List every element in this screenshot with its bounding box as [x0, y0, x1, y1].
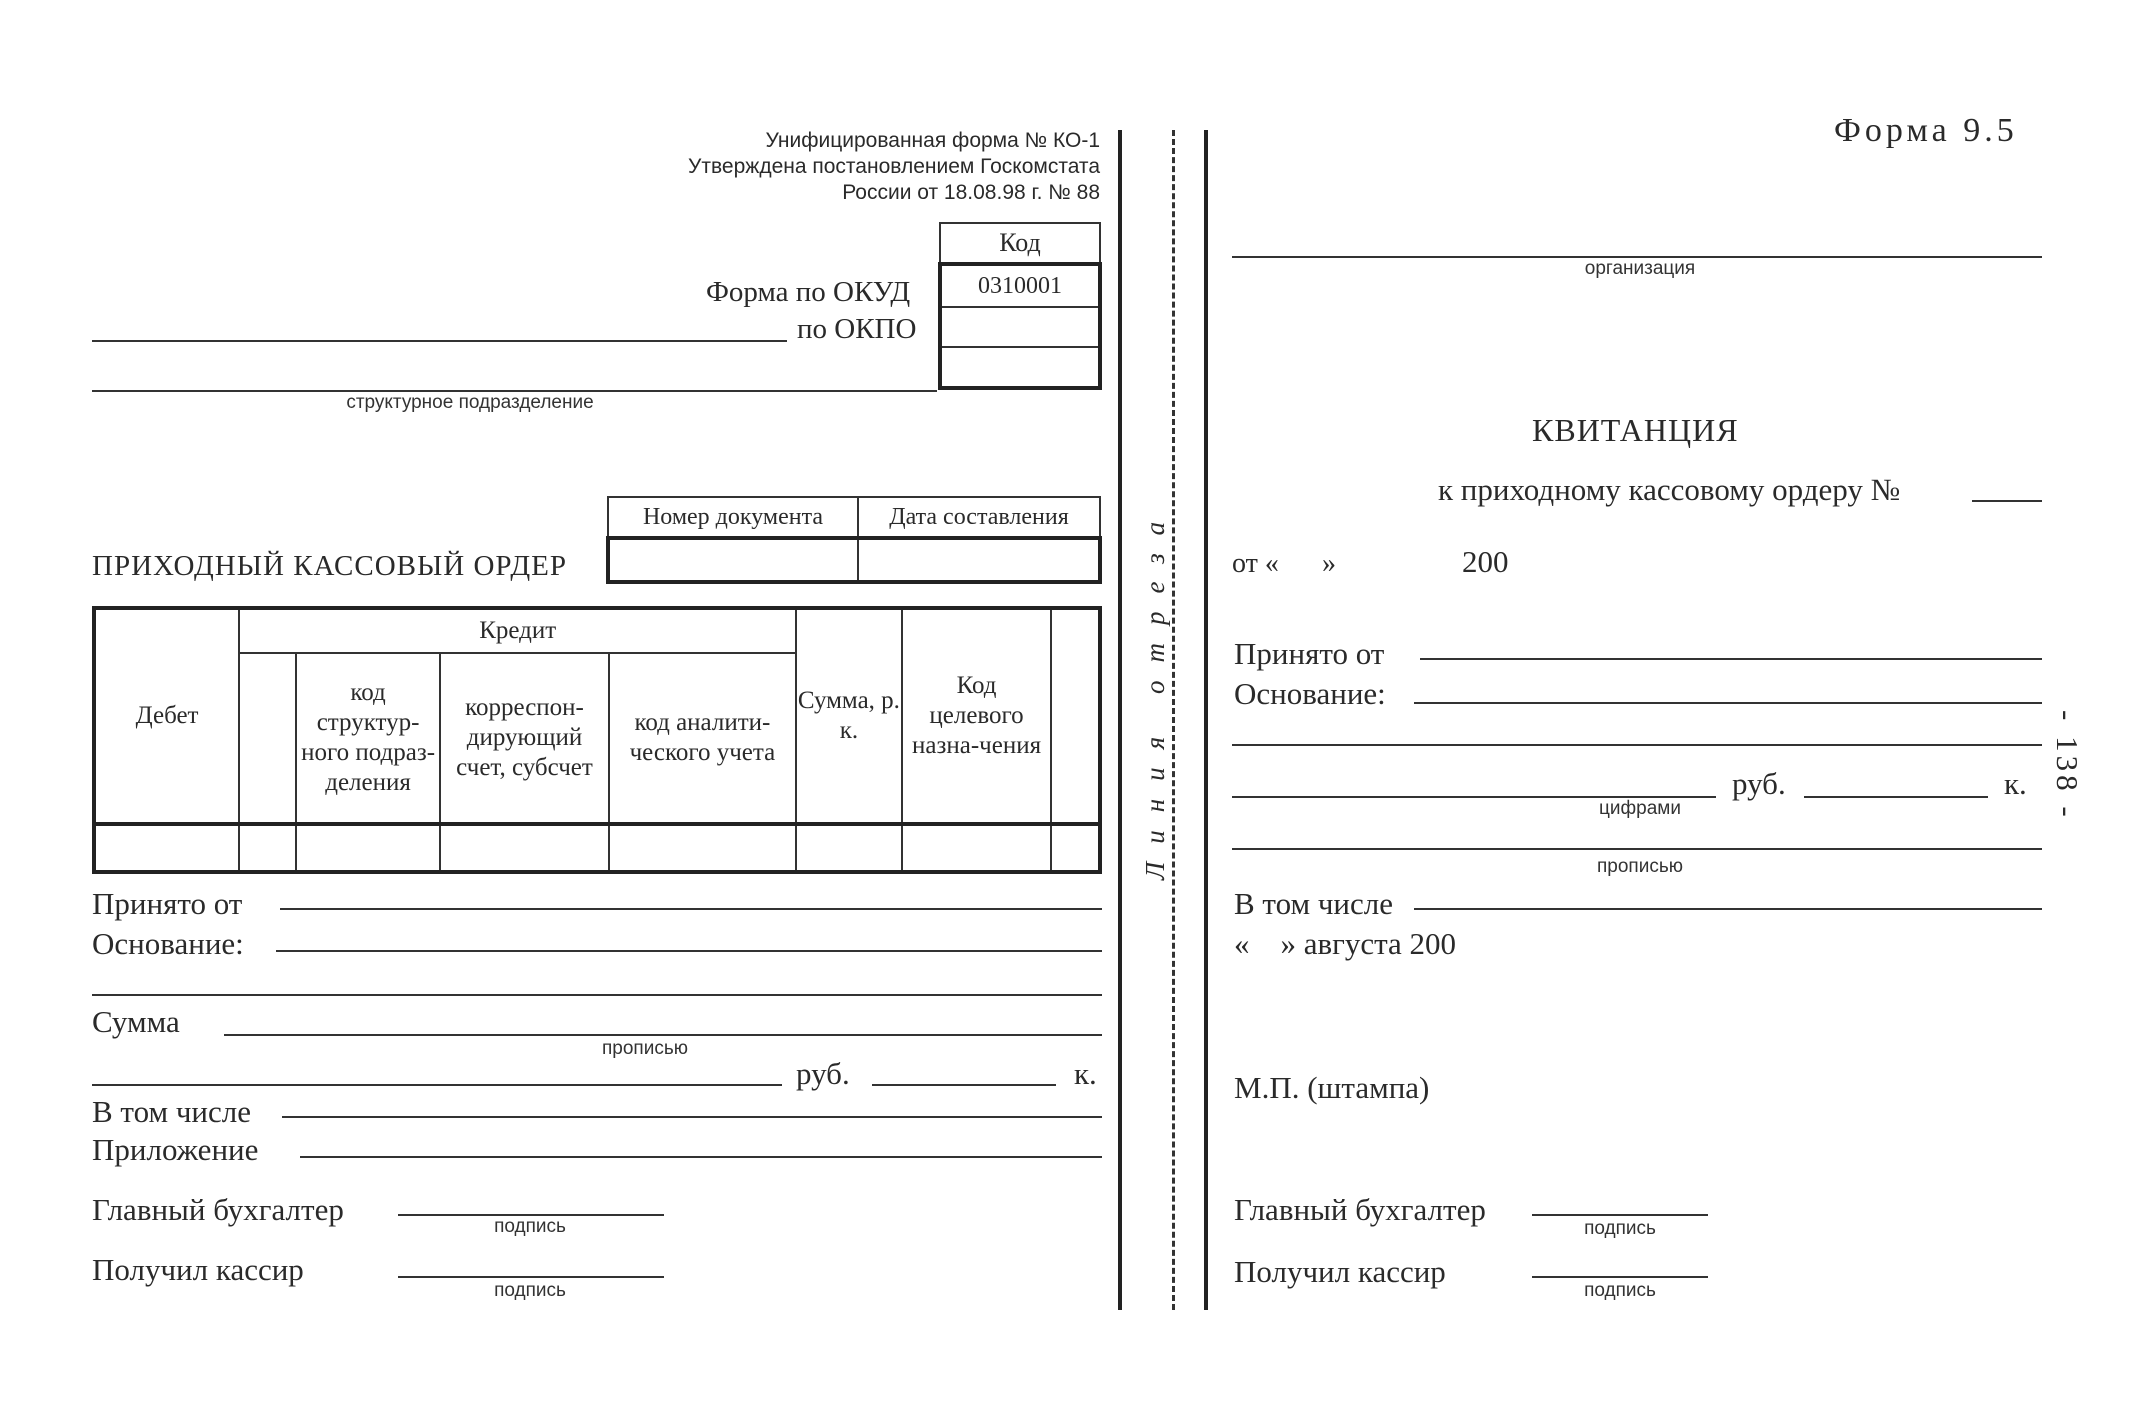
basis-field-2[interactable]: [92, 994, 1102, 996]
receipt-kop-field[interactable]: [1804, 796, 1988, 798]
order-right-border: [1118, 130, 1122, 1310]
doc-number-header: Номер документа: [608, 497, 858, 538]
receipt-kop-label: к.: [2004, 766, 2027, 801]
accounting-table: [92, 606, 1102, 874]
receipt-title: КВИТАНЦИЯ: [1532, 412, 1739, 448]
attachment-label: Приложение: [92, 1132, 259, 1167]
receipt-date-quote: »: [1322, 548, 1336, 579]
sum-header: Сумма, р. к.: [796, 608, 901, 824]
okpo-code[interactable]: [940, 307, 1100, 347]
sum-rub-field[interactable]: [92, 1084, 782, 1086]
signature-caption-2: подпись: [494, 1280, 566, 1301]
form-number-label: Форма 9.5: [1834, 112, 2018, 149]
rub-label: руб.: [796, 1056, 850, 1091]
blank-header: [1051, 608, 1100, 824]
attachment-field[interactable]: [300, 1156, 1102, 1158]
okud-label: Форма по ОКУД: [706, 276, 911, 308]
receipt-basis-field[interactable]: [1414, 702, 2042, 704]
kop-label: к.: [1074, 1056, 1097, 1091]
receipt-subtitle: к приходному кассовому ордеру №: [1438, 472, 1901, 507]
doc-number-field[interactable]: [608, 538, 858, 582]
sum-words-field[interactable]: [224, 1034, 1102, 1036]
receipt-signature-caption-2: подпись: [1584, 1280, 1656, 1301]
receipt-rub-label: руб.: [1732, 766, 1786, 801]
receipt-including-field[interactable]: [1414, 908, 2042, 910]
sum-label: Сумма: [92, 1004, 180, 1039]
okpo-label: по ОКПО: [797, 313, 917, 345]
receipt-date-year: 200: [1462, 544, 1509, 579]
receipt-received-from-label: Принято от: [1234, 636, 1385, 671]
receipt-date-line: « » августа 200: [1234, 926, 1457, 961]
including-field[interactable]: [282, 1116, 1102, 1118]
receipt-basis-label: Основание:: [1234, 676, 1386, 711]
receipt-received-from-field[interactable]: [1420, 658, 2042, 660]
received-from-label: Принято от: [92, 886, 243, 921]
code-table: [938, 222, 1102, 390]
code-header: Код: [940, 223, 1100, 264]
including-label: В том числе: [92, 1094, 252, 1129]
order-title: ПРИХОДНЫЙ КАССОВЫЙ ОРДЕР: [92, 550, 568, 582]
cashier-signature[interactable]: [398, 1276, 664, 1278]
analytic-code-header: код аналити-ческого учета: [609, 653, 797, 824]
figures-caption: цифрами: [1599, 798, 1681, 819]
purpose-code-cell[interactable]: [902, 824, 1052, 872]
struct-code-cell[interactable]: [296, 824, 441, 872]
extra-code[interactable]: [940, 347, 1100, 388]
debit-header: Дебет: [94, 608, 239, 824]
doc-number-date-table: [606, 496, 1102, 584]
corr-account-cell[interactable]: [440, 824, 608, 872]
basis-label: Основание:: [92, 926, 244, 961]
page-number: - 138 -: [2050, 710, 2085, 821]
receipt-date-prefix: от «: [1232, 548, 1279, 579]
blank-cell[interactable]: [1051, 824, 1100, 872]
struct-code-header: код структур-ного подраз-деления: [296, 653, 441, 824]
receipt-words-field[interactable]: [1232, 848, 2042, 850]
organization-field[interactable]: [92, 340, 787, 342]
words-caption: прописью: [1597, 856, 1683, 877]
sum-cell[interactable]: [796, 824, 901, 872]
credit-blank-cell[interactable]: [239, 824, 296, 872]
form-approval-block: [600, 128, 1100, 206]
receipt-cashier-signature[interactable]: [1532, 1276, 1708, 1278]
credit-blank-header: [239, 653, 296, 824]
unified-form-label: Унифицированная форма № КО-1: [765, 129, 1100, 152]
receipt-chief-signature[interactable]: [1532, 1214, 1708, 1216]
credit-header: Кредит: [239, 608, 796, 653]
in-words-caption: прописью: [602, 1038, 688, 1059]
corr-account-header: корреспон-дирующий счет, субсчет: [440, 653, 608, 824]
cashier-label: Получил кассир: [92, 1252, 304, 1287]
receipt-basis-field-2[interactable]: [1232, 744, 2042, 746]
approved-by-label: Утверждена постановлением Госкомстата: [688, 155, 1100, 178]
receipt-number-field[interactable]: [1972, 500, 2042, 502]
okud-code[interactable]: 0310001: [940, 264, 1100, 307]
receipt-cashier-label: Получил кассир: [1234, 1254, 1446, 1289]
sum-kop-field[interactable]: [872, 1084, 1056, 1086]
chief-accountant-label: Главный бухгалтер: [92, 1192, 344, 1227]
analytic-code-cell[interactable]: [609, 824, 797, 872]
organization-caption: организация: [1584, 258, 1696, 279]
debit-cell[interactable]: [94, 824, 239, 872]
purpose-code-header: Код целевого назна-чения: [902, 608, 1052, 824]
receipt-chief-accountant-label: Главный бухгалтер: [1234, 1192, 1486, 1227]
cut-line-label: Линия отреза: [1140, 503, 1170, 880]
doc-date-header: Дата составления: [858, 497, 1100, 538]
receipt-signature-caption: подпись: [1584, 1218, 1656, 1239]
basis-field[interactable]: [276, 950, 1102, 952]
received-from-field[interactable]: [280, 908, 1102, 910]
doc-date-field[interactable]: [858, 538, 1100, 582]
stamp-label: М.П. (штампа): [1234, 1070, 1430, 1105]
cut-dashed-line: [1172, 130, 1175, 1310]
structural-unit-caption: структурное подразделение: [346, 392, 594, 413]
receipt-including-label: В том числе: [1234, 886, 1394, 921]
signature-caption: подпись: [494, 1216, 566, 1237]
receipt-left-border: [1204, 130, 1208, 1310]
approval-date-label: России от 18.08.98 г. № 88: [842, 181, 1100, 204]
